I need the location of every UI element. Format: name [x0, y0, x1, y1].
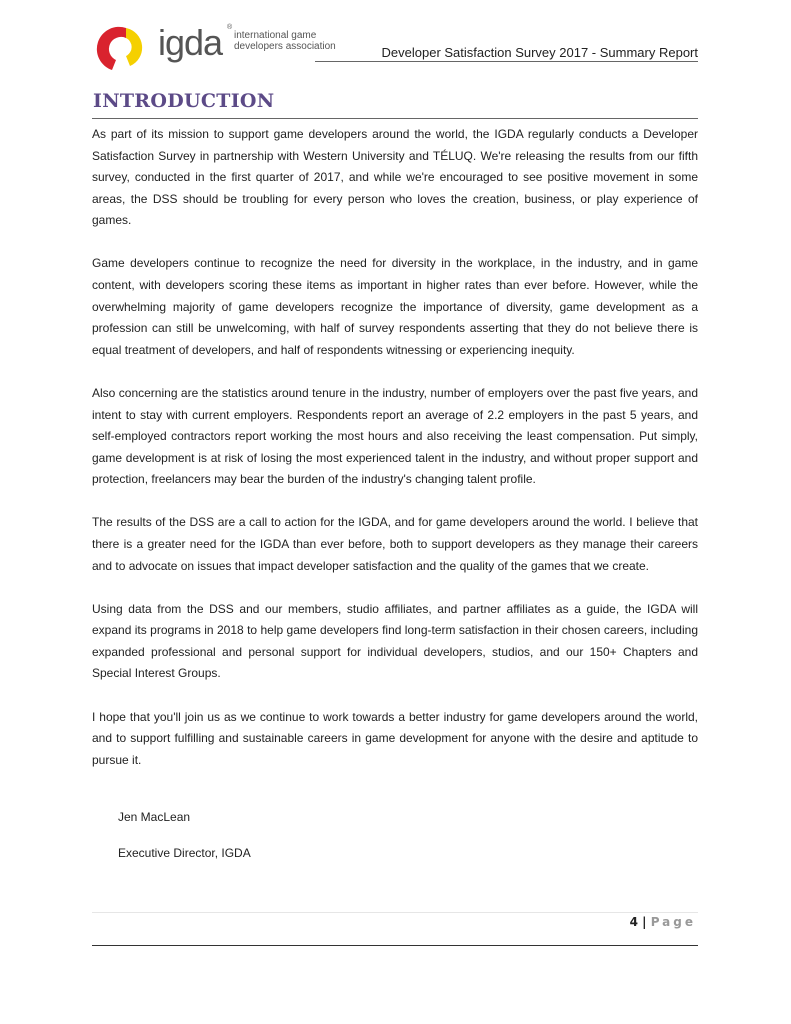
org-line-2: developers association: [234, 40, 336, 52]
paragraph: Game developers continue to recognize the need for diversity in the workplace, in the industry, and in game content, with developers scoring these items as important in higher rates than ever before. However, while the overwhelming majority of game developers recognize the importance of diversity, game development as a profession can still be unwelcoming, with half of survey respondents asserting that they do not believe there is equal treatment of developers, and half of respondents witnessing or experiencing inequity.: [92, 256, 698, 357]
paragraph: I hope that you'll join us as we continue to work towards a better industry for game developers around the world, and to support fulfilling and sustainable careers in game development for anyone with the desire and aptitude to pursue it.: [92, 709, 698, 767]
org-line-1: international game: [234, 30, 317, 41]
body-text: [92, 124, 698, 879]
header-rule: [315, 61, 698, 62]
page-label: Page: [650, 915, 696, 929]
paragraph: Also concerning are the statistics around tenure in the industry, number of employers over the past five years, and intent to stay with current employers. Respondents report an average of 2.2 employers in the past 5 years, and self-employed contractors report working the most hours and also receiving the least compensation. Put simply, game development is at risk of losing the most experienced talent in the industry, and without proper support and protection, freelancers may bear the burden of the industry's changing talent profile.: [92, 385, 698, 487]
signature-block: [92, 807, 698, 864]
paragraph: Using data from the DSS and our members, studio affiliates, and partner affiliates as a guide, the IGDA will expand its programs in 2018 to help game developers find long-term satisfaction in their chosen careers, including expanded professional and personal support for individual developers, studios, and our 150+ Chapters and Special Interest Groups.: [92, 601, 698, 681]
page-number-value: 4: [629, 915, 638, 929]
paragraph: As part of its mission to support game developers around the world, the IGDA regularly conducts a Developer Satisfaction Survey in partnership with Western University and TÉLUQ. We're releasing the results from our fifth survey, conducted in the first quarter of 2017, and while we're encouraged to see positive movement in some areas, the DSS should be troubling for every person who loves the creation, business, or play experience of games.: [92, 127, 698, 228]
title-rule: [92, 118, 698, 119]
footer-rule-bottom: [92, 945, 698, 946]
signature-name: Jen MacLean: [118, 810, 191, 825]
page-number: [630, 915, 696, 929]
paragraph: The results of the DSS are a call to action for the IGDA, and for game developers around the world. I believe that there is a greater need for the IGDA than ever before, both to support developers as they manage their careers and to advocate on issues that impact developer satisfaction and the quality of the games that we create.: [92, 515, 698, 573]
section-title: INTRODUCTION: [93, 90, 275, 112]
page-separator: |: [642, 915, 647, 929]
report-title: Developer Satisfaction Survey 2017 - Summary Report: [381, 45, 698, 60]
signature-role: Executive Director, IGDA: [118, 845, 251, 860]
org-name: [234, 31, 336, 52]
registered-mark: ®: [227, 24, 233, 31]
igda-logo-icon: [96, 24, 156, 72]
logo-wordmark: igda: [158, 22, 223, 63]
footer-rule-top: [92, 912, 698, 913]
